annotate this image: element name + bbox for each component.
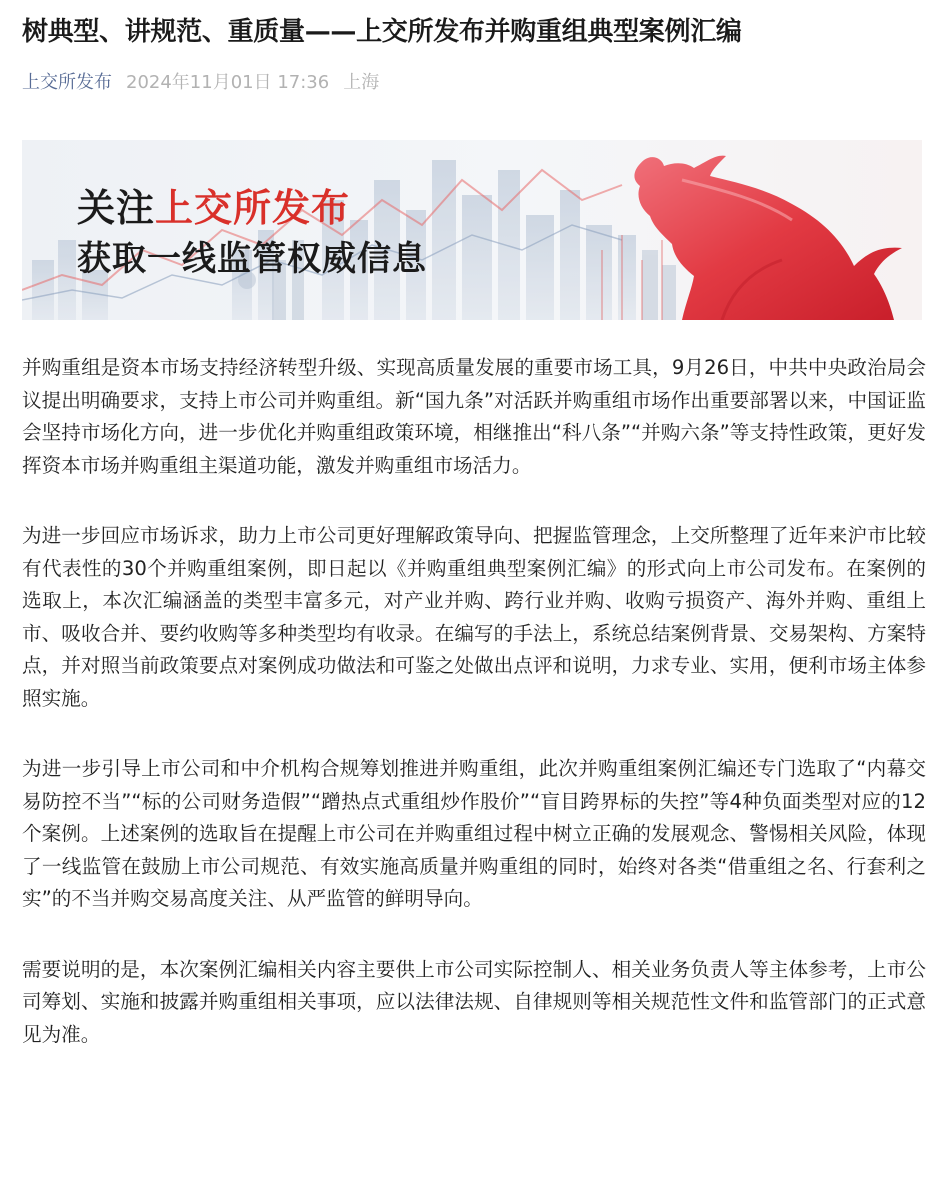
- article-paragraph: 并购重组是资本市场支持经济转型升级、实现高质量发展的重要市场工具，9月26日，中共中央政治局会议提出明确要求，支持上市公司并购重组。新“国九条”对活跃并购重组市场作出重要部署以来，中国证监会坚持市场化方向，进一步优化并购重组政策环境，相继推出“科八条”“并购六条”等支持性政策，更好发挥资本市场并购重组主渠道功能，激发并购重组市场活力。: [22, 356, 926, 477]
- article-meta: [22, 70, 379, 96]
- banner-image: [22, 140, 922, 320]
- banner-headline-accent: 上交所发布: [155, 186, 351, 230]
- article-paragraph: 需要说明的是，本次案例汇编相关内容主要供上市公司实际控制人、相关业务负责人等主体参考，上市公司筹划、实施和披露并购重组相关事项，应以法律法规、自律规则等相关规范性文件和监管部门的正式意见为准。: [22, 957, 926, 1046]
- banner-headline: [77, 185, 350, 231]
- article-paragraph: 为进一步引导上市公司和中介机构合规筹划推进并购重组，此次并购重组案例汇编还专门选取了“内幕交易防控不当”“标的公司财务造假”“蹭热点式重组炒作股价”“盲目跨界标的失控”等4种负面类型对应的12个案例。上述案例的选取旨在提醒上市公司在并购重组过程中树立正确的发展观念、警惕相关风险，体现了一线监管在鼓励上市公司规范、有效实施高质量并购重组的同时，始终对各类“借重组之名、行套利之实”的不当并购交易高度关注、从严监管的鲜明导向。: [22, 757, 926, 910]
- account-name-link[interactable]: 上交所发布: [22, 72, 112, 93]
- article-body: [22, 352, 926, 1089]
- publish-location: 上海: [343, 72, 380, 93]
- article-paragraph: 为进一步回应市场诉求，助力上市公司更好理解政策导向、把握监管理念，上交所整理了近年来沪市比较有代表性的30个并购重组案例，即日起以《并购重组典型案例汇编》的形式向上市公司发布。在案例的选取上，本次汇编涵盖的类型丰富多元，对产业并购、跨行业并购、收购亏损资产、海外并购、重组上市、吸收合并、要约收购等多种类型均有收录。在编写的手法上，系统总结案例背景、交易架构、方案特点，并对照当前政策要点对案例成功做法和可鉴之处做出点评和说明，力求专业、实用，便利市场主体参照实施。: [22, 524, 926, 710]
- banner-subheadline: 获取一线监管权威信息: [77, 239, 427, 279]
- publish-date: 2024年11月01日 17:36: [126, 72, 330, 93]
- article-title: 树典型、讲规范、重质量——上交所发布并购重组典型案例汇编: [22, 17, 742, 47]
- banner-headline-prefix: 关注: [77, 186, 156, 230]
